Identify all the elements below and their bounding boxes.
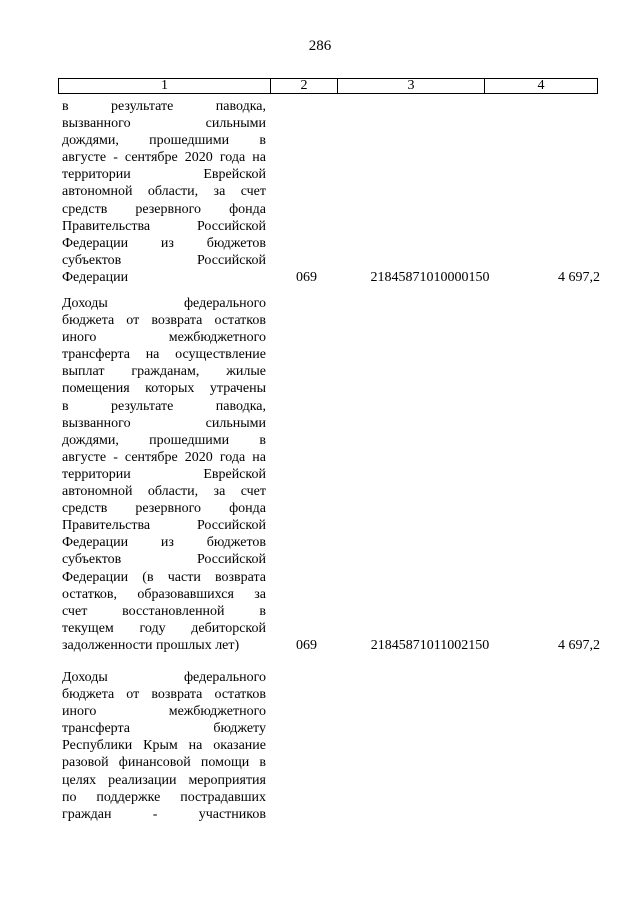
column-header-2: 2 (271, 79, 338, 93)
table-header (58, 78, 598, 94)
table-row (62, 98, 600, 286)
row-description: Доходы федерального бюджета от возврата остатков иного межбюджетного трансферта на осуществление выплат гражданам, жилые помещения которых утрачены в результате паводка, вызванного сильными дождями, прошедшими в августе - сентябре 2020 года на территории Еврейской автономной области, за счет средств резервного фонда Правительства Российской Федерации из бюджетов субъектов Российской Федерации (в части возврата остатков, образовавшихся за счет восстановленной в текущем году дебиторской задолженности прошлых лет) (62, 296, 266, 653)
admin-code: 069 (296, 637, 317, 653)
row-description: Доходы федерального бюджета от возврата остатков иного межбюджетного трансферта бюджету Республики Крым на оказание разовой финансовой помощи в целях реализации мероприятия по поддержке пострадавших граждан - участников (62, 670, 266, 822)
page-number: 286 (308, 38, 332, 54)
amount: 4 697,2 (558, 637, 600, 653)
table-row (62, 669, 600, 823)
column-header-3: 3 (338, 79, 485, 93)
row-description: в результате паводка, вызванного сильными дождями, прошедшими в августе - сентябре 2020 года на территории Еврейской автономной области, за счет средств резервного фонда Правительства Российской Федерации из бюджетов субъектов Российской Федерации (62, 99, 266, 285)
income-code: 21845871010000150 (370, 270, 490, 286)
table-row (62, 295, 600, 654)
column-header-4: 4 (537, 78, 545, 93)
admin-code: 069 (296, 270, 317, 286)
amount: 4 697,2 (558, 270, 600, 286)
column-header-1: 1 (59, 79, 271, 93)
income-code: 21845871011002150 (370, 637, 490, 653)
